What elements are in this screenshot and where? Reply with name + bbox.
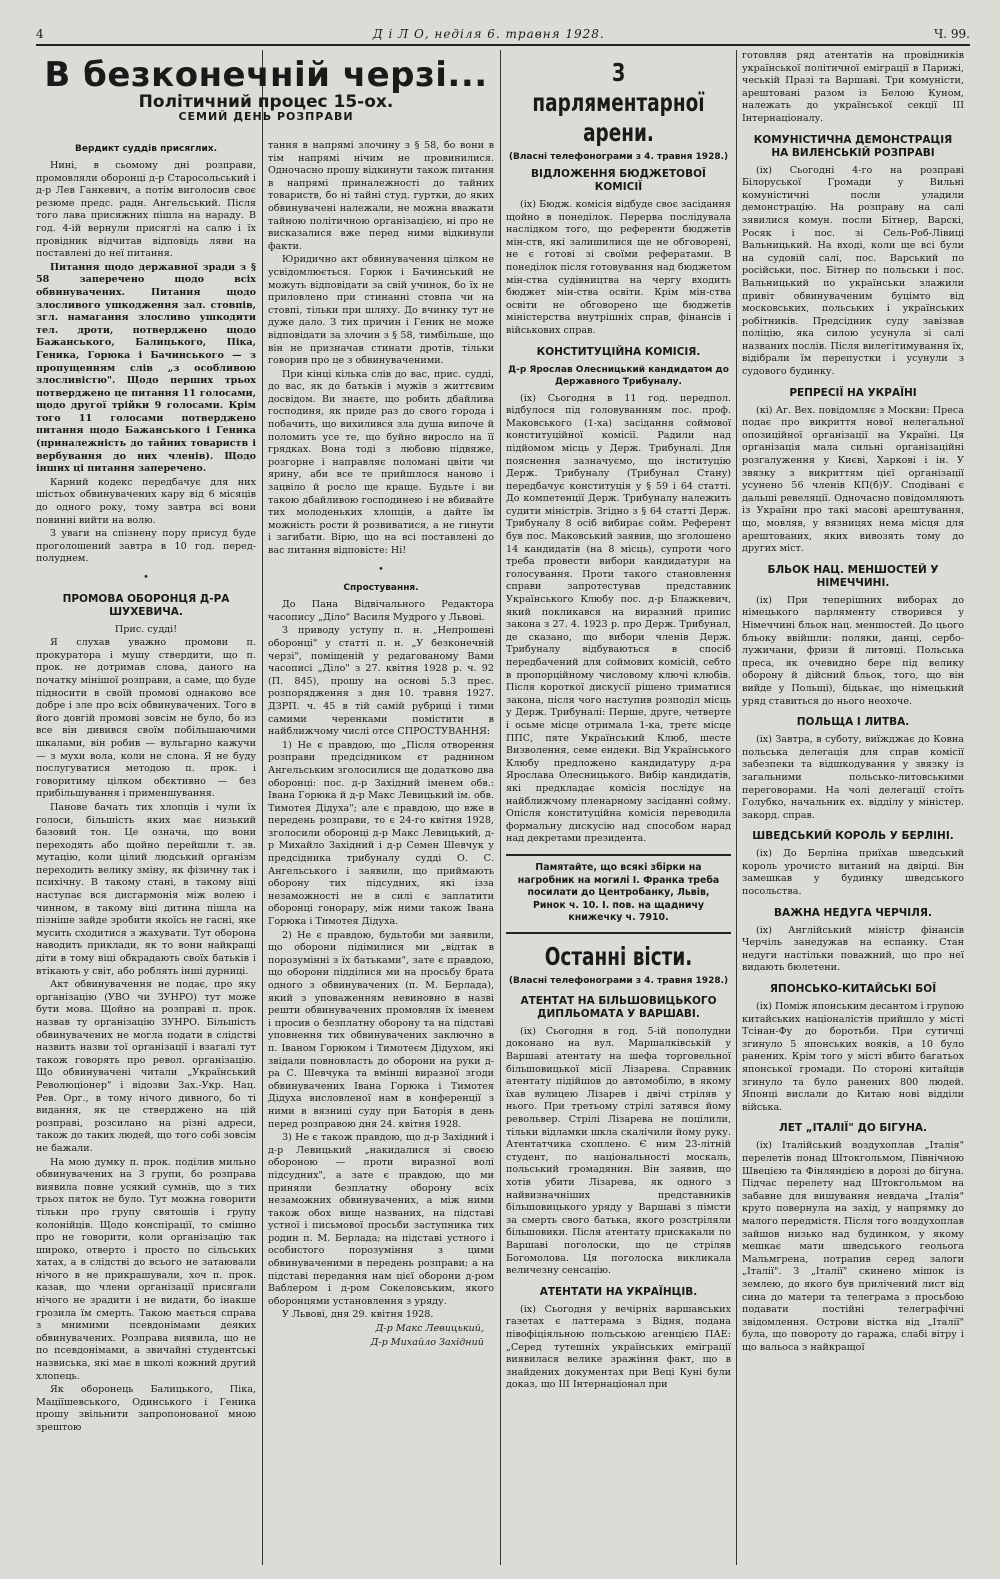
section-heading: ПОЛЬЩА І ЛИТВА. (796, 716, 910, 729)
section-heading: ВАЖНА НЕДУГА ЧЕРЧІЛЯ. (774, 906, 932, 919)
section-title: З парляментарної арени. (532, 58, 705, 147)
paragraph: (іх) При теперішних виборах до німецького парляменту створився у Німеччині бльок нац. меншостей. До цього бльоку ввійшли: поляки, данці, сербо-лужичани, фризи й литовці. Польська преса, як очевидно бере під велику оборону й дійсний бльок, того, що він вийде у Польщі), бідькає, що німецький уряд ставиться до нього неохоче. (742, 594, 964, 707)
signature: Д-р Михайло Західний (370, 1336, 484, 1348)
paragraph: З уваги на спізнену пору присуд буде проголошений завтра в 10 год. передполуднем. (36, 528, 256, 565)
separator: • (143, 572, 149, 583)
signature: Д-р Макс Левицький, (375, 1323, 484, 1335)
dateline: (Власні телефонограми з 4. травня 1928.) (508, 975, 729, 986)
dateline: (Власні телефонограми з 4. травня 1928.) (508, 152, 729, 162)
paragraph: Панове бачать тих хлопців і чули їх голоси, більшість яких має низький базовий тон. Це означа, що вони переходять або щойно перейшли т. зв. мутацію, коли цілий людський організм переходить велику зміну, як фізичну так і психічну. В такому стані, в такому віці наступає вся дисгармонія між волею і чинном, в такому віці дитина пішла на пізніше зайде зробити якоїсь не гасні, яке мусить сходитися з жахувати. Тут оборона наводить приклади, як то вони найкращі діти в тому віці обкрадають своїх батьків і втікають у світ, або роблять інші дурниці. (36, 801, 256, 977)
section-heading: ПРОМОВА ОБОРОНЦЯ Д-РА ШУХЕВИЧА. (62, 592, 230, 618)
paragraph: Юридично акт обвинувачення цілком не усвідомлюється. Горюк і Бачинський не можуть відповідати за свій учинок, бо їх не приловлено при стинанні стовпа чи на стовпі, тільки при шляху. До вчинку тут не дуже дало. З тих причин і Геник не може відповідати за злочин з § 58, тимбільше, що він не призначав стинати дротів, тільки говорив про це з обвинуваченими. (268, 254, 494, 367)
section-heading: Вердикт суддів присяглих. (75, 144, 217, 154)
column-4 (742, 50, 964, 1560)
paragraph: Акт обвинувачення не подає, про яку організацію (УВО чи ЗУНРО) тут може бути мова. Щойно на розправі п. прок. назвав ту організацію ЗУНРО. Більшість обвинувачених не могла подати в слідстві назвить назви тої організації і взагалі тут також говорять про револ. організацію. Що обвинувачені читали „Український Революціонер" і відозви Зах.-Укр. Нац. Рев. Орг., в тому нічого дивного, бо ті видання, як це стверджено на цій розправі, розсилано на різні адреси, також до таких людей, що того собі зовсім не бажали. (36, 979, 256, 1154)
masthead-date: Д і Л О, неділя 6. травня 1928. (372, 27, 605, 41)
paragraph: При кінці кілька слів до вас, прис. судді, до вас, як до батьків і мужів з життєвим досвідом. Ви знаєте, що робить дбайлива господиня, як приде раз до свого города і побачить, що вихилився зла душа випоче й поломить усе те, що буйно виросло на її грядках. Вона тоді з любовю підвяже, розгорне і направляє поломані цвіти чи ярину, аби все те прийшлося наново і зацвіло й росло ще краще. Будьте і ви такою дбайливою господинею і не вбивайте тих молоденьких хлопців, а дайте їм можність рости й розвиватися, а не гинути і загибати. Вірю, що на всі поставлені до вас питання відповісте: Ні! (268, 368, 494, 556)
section-heading: АТЕНТАТ НА БІЛЬШОВИЦЬКОГО ДИПЛЬОМАТА У ВАРШАВІ. (520, 994, 717, 1020)
separator: • (378, 563, 384, 575)
page-header (36, 24, 970, 46)
section-heading: БЛЬОК НАЦ. МЕНШОСТЕЙ У НІМЕЧЧИНІ. (767, 563, 939, 589)
paragraph: (іх) Італійський воздухоплав „Італія" перелетів понад Штокгольмом, Північною Швецією та Фінляндією в дорозі до бігуна. Підчас перелету над Штокгольмом на забавне для вишування невдача „Італія" круто повернула на захід, у напрямку до малого передмістя. Після того воздухоплав зайшов низько над будинком, у якому мешкає мати шведського геольога Мальмгрена, потрапив серед залоги „Італії". З „Італії" скинено мішок із землею, до якого був прилічений лист від сина до матери та телеграма з просьбою подавати постійні телеграфічні звідомлення. Острови вістка від „Італії" була, що повороту до гаража, слабі вітру і що вальоса з найкращої (742, 1140, 964, 1353)
page-number: 4 (36, 27, 44, 41)
paragraph: (іх) Сьогодня в 11 год. передпол. відбулося під головуванням пос. проф. Маковського (1-ха) засідання соймової конституційної комісії. Радили над підйомом місць у Держ. Трибуналі. Для пояснення зазначуємо, що інституцію Держ. Трибуналу (Трибунал Стану) передбачує конституція у § 59 і 64 статті. До компетенції Держ. Трибуналу належить судити міністрів. Згідно з § 64 статті Держ. Трибуналу 8 осіб вибирає сойм. Референт був пос. Маковський заявив, що зголошено 14 кандидатів (на 8 місць), супроти чого треба провести вибори кандидатури на голосування. Проти такого становлення справи запротестував представник Українського Клюбу пос. д-р Блажкевич, який покликався на виразний припис закона з 27. 4. 1923 р. про Держ. Трибунал, де сказано, що вибори членів Держ. Трибуналу відбуваються в спосіб передбачений для соймових комісій, себто в пропорційному числовому ключі клюбів. Після короткої дискусії рішено триматися закона, після чого наступив розподіл місць у Держ. Трибуналі: Перше, друге, четверте і осьме місце отримала 1-ка, третє місце ППС, пяте Український Клюб, шесте Визволення, семе ендеки. Від Українського Клюбу предложено кандидатуру д-ра Ярослава Олесницького. Вибір кандидатів, які предкладає комісія послідує на найближчому пленарному засіданні сойму. Опісля конституційна комісія переводила формальну дискусію над способом нарад над декретами президента. (506, 392, 731, 845)
section-heading: ШВЕДСЬКИЙ КОРОЛЬ У БЕРЛІНІ. (752, 830, 954, 843)
paragraph: Нині, в сьомому дні розправи, промовляли оборонці д-р Старосольський і д-р Лев Ганкевич, а потім виголосив своє резюме предс. радн. Ангельський. Після того лава присяжних пішла на нараду. В год. 4-ій вернули присяглі на салю і їх провідник відчитав відповідь ляви на поставлені до неї питання. (36, 160, 256, 260)
column-rule (262, 50, 263, 1565)
paragraph: (кі) Аг. Вех. повідомляє з Москви: Преса подає про викриття нової нелегальної опозиційної організації на Україні. Ця організація мала сильні організаційні розгалуження у Києві, Харкові і ін. У звязку з викриттям цієї організації усунено 56 членів КП(б)У. Сподівані є дальші ревеляції. Одночасно повідомляють із України про такі масові арештування, що, мовляв, у вязницях нема місця для арештованих, яких вивозять тому до других міст. (742, 404, 964, 555)
column-rule (500, 50, 501, 1565)
article-subtitle: Політичний процес 15-ох. (138, 92, 394, 112)
section-title: Останні вісти. (544, 941, 693, 971)
section-heading: Спростування. (343, 583, 419, 594)
paragraph: тання в напрямі злочину з § 58, бо вони в тім напрямі нічим не провинилися. Одночасно прошу відкинути також питання в напрямі приналежності до тайних товариств, бо ні тайні студ. гуртки, до яких обвинувачені належали, не можна вважати тайною політичною організацією, ні про не висказалися вже перед ними відкинули факти. (268, 140, 494, 252)
notice-text: Памятайте, що всякі збірки на нагробник на могилі І. Франка треба посилати до Центробанку, Львів, Ринок ч. 10. І. пов. на щадничу книжечку ч. 7910. (517, 861, 720, 924)
notice-box (506, 854, 731, 934)
paragraph: Як оборонець Балицького, Піка, Маціїшевського, Одинського і Геника прошу звільнити запропонованої мною зрештою (36, 1384, 256, 1433)
paragraph: Я слухав уважно промови п. прокуратора і мушу ствердити, що п. прок. не дотримав слова, даного на початку мінішої розправи, а саме, що буде підносити в своїй промові однаково все добре і зле про всіх обвинувачених. Того в його довгій промові зовсім не було, бо из все він дивився своїм побільшаючими шкалами, він робив — вульгарно кажучи — з мухи вола, коли не слона. Я не буду послугуватися методою п. прок. і говоритиму цілком обєктивно — без прибільшування і применшування. (36, 637, 256, 800)
section-heading: КОМУНІСТИЧНА ДЕМОНСТРАЦІЯ НА ВИЛЕНСЬКІЙ РОЗПРАВІ (753, 133, 953, 159)
column-rule (736, 50, 737, 1565)
section-heading: РЕПРЕСІЇ НА УКРАЇНІ (789, 386, 917, 399)
paragraph: (іх) Поміж японським десантом і групою китайських націоналістів прийшло у місті Тсінан-Фу до боротьби. При сутичці згинуло 5 японських вояків, а 10 було ранених. Крім того у місті вбито багатьох японської громади. По стороні китайців згинуло та було ранених 800 людей. Японці вислали до Китаю нові відділи війська. (742, 1001, 964, 1113)
issue-number: Ч. 99. (934, 27, 970, 41)
paragraph: У Львові, дня 29. квітня 1928. (282, 1309, 434, 1321)
section-heading: АТЕНТАТИ НА УКРАЇНЦІВ. (539, 1285, 698, 1298)
article-day: СЕМИЙ ДЕНЬ РОЗПРАВИ (178, 109, 354, 123)
section-heading: ЯПОНСЬКО-КИТАЙСЬКІ БОЇ (769, 983, 937, 996)
paragraph: (іх) Бюдж. комісія відбуде своє засідання щойно в понеділок. Перерва послідувала наслідком того, що референти бюджетів мін-ств, які залишилися ще не обговорені, не є готові зі своїми рефератами. В понеділок після готовування над бюджетом мін-ства судівництва на чергу входить бюджет мін-ства освіти. Крім мін-ства освіти не обговорено ще бюджетів міністерства внутрішніх справ, фінансів і військових справ. (506, 199, 731, 336)
paragraph: (іх) Сьогодня у вечірніх варшавських газетах є латтерама з Відня, подана півофіціяльною польською агенцією ПАЕ: „Серед тутешніх українських еміграції виявилася велике зражіння факт, що в знайдених документах при Веці Куні були доказ, що ІІІ Інтернаціонал при (506, 1303, 731, 1391)
paragraph: Прис. судді! (114, 623, 178, 635)
section-heading: ЛЕТ „ІТАЛІЇ" ДО БІГУНА. (779, 1122, 927, 1135)
paragraph: (іх) Англійський міністр фінансів Черчіль занедужав на еспанку. Стан недуги настільки поважний, що про неї видають бюлетени. (742, 924, 964, 974)
paragraph: 3) Не є також правдою, що д-р Західний і д-р Левицький „накидалися зі своєю обороною — проти виразної волі підсудних", а зате є правдою, що ми приняли безплатну оборону всіх незаможних обвинувачених, а між ними також обох вище названих, на підставі устної і письмової просьби заступника тих родин п. М. Берлада; на підставі устного і особистого порозуміння з цими обвинуваченими в передень розправи; а на підставі передання нам цієї оборони д-ром Ваблером і д-ром Сокеловським, якого оборонцями установлення з уряду. (268, 1132, 494, 1307)
column-3 (506, 50, 731, 1560)
paragraph: 1) Не є правдою, що „Після отворення розправи предсідником єт раднином Ангельським зголосилися ще додатково два оборонці: пос. д-р Західний іменем обв.: Івана Горюка й д-р Макс Левицький ім. обв. Тимотея Дідуха"; але є правдою, що вже в передень розправи, то є 24-го квітня 1928, зголосили оборонці д-р Макс Левицький, д-р Михайло Західний і д-р Семен Шевчук у предсідника трибуналу судді О. С. Ангельського і заявили, що приймають оборону тих підсудних, які ізза незаможності не в силі є заплатити оборонці гонорару, між ними також Івана Горюка і Тимотея Дідуха. (268, 739, 494, 928)
article-title: В безконечній черзі... (44, 55, 488, 95)
section-heading: КОНСТИТУЦІЙНА КОМІСІЯ. (536, 345, 701, 358)
column-1 (36, 140, 256, 1560)
paragraph: (іх) До Берліна приїхав шведський король урочисто витаний на двірці. Він замешкав у будинку шведського посольства. (742, 848, 964, 898)
paragraph: готовляв ряд атентатів на провідників української політичної еміграції в Парижі, чеській Празі та Варшаві. Три комуністи, арештовані разом із Белою Куном, належать до української секції ІІІ Інтернаціоналу. (742, 50, 964, 124)
main-title-block (36, 50, 496, 145)
paragraph: Питання щодо державної зради з § 58 заперечено щодо всіх обвинувачених. Питання щодо злосливого ушкодження зал. стовпів, згл. намагання злосливо ушкодити тел. дроти, потверджено щодо Бажанського, Балицького, Піка, Геника, Горюка і Бачинського — з пропущенням слів „з особливою злосливістю". Щодо перших трьох потверджено це питання 11 голосами, щодо другої трійки 9 голосами. Крім того 11 голосами потверджено питання щодо Бажанського і Геника (приналежність до тайних товариств і вербування до них членів). Щодо інших ці питання заперечено. (36, 261, 256, 475)
paragraph: (іх) Сьогодні 4-го на розправі Білоруської Громади у Вильні комуністичні посли уладили демонстрацію. На розправу на салі зявилися комун. посли Бітнер, Варскі, Росяк і пос. зі Сель-Роб-Лівиці Вальницький. На вході, коли ще всі були на судовій салі, пос. Варський по російськи, пос. Бітнер по польськи і пос. Вальницький по українськи злажили привіт обвинуваченим буцімто від московських, польських і українських робітників. Предсідник суду завізвав поліцію, яка силою усунула зі салі названих послів. Після вилегітимування їх, відібрали їм перепустки і усунули з судового будинку. (742, 164, 964, 378)
paragraph: З приводу уступу п. н. „Непрошені оборонці" у статті п. н. „У безконечній черзі", поміщеній у редагованому Вами часописі „Діло" з 27. квітня 1928 р. ч. 92 (П. 845), прошу на основі 5.3 прес. розпорядження з дня 10. травня 1927. ДЗРП. ч. 45 в тій самій рубриці і тими самими черенками помістити в найближчому числі отсе СПРОСТУВАННЯ: (268, 625, 494, 738)
paragraph: 2) Не є правдою, будьтоби ми заявили, що оборони підімилися ми „відтак в порозумінні з їх батьками", зате є правдою, що оборони підділися ми на просьбу брата одного з обвинувачених (п. М. Берлада), який з уповаженням невиновно в назві решти обвинувачених промовляв їх іменем і просив о безплатну оборону та на підставі уповнення тих обвинувачених заключно в п. Іваном Горюком і Тимотеєм Дідухом, які звідали повновласть до оборони на руки д-ра С. Шевчука та вмінші виразної згоди обвинувачених Івана Горюка і Тимотея Дідуха висловленої нам в конференції з ними в вязниці суду при Баторія в день перед розправою дня 24. квітня 1928. (268, 929, 494, 1130)
column-2 (268, 140, 494, 1560)
paragraph: На мою думку п. прок. поділив мильно обвинувачених на 3 групи, бо розправа виявила повне усякий сумнів, що з тих трьох пяток не було. Тут можна говорити тільки про групу святошів і групу колонійців. Щодо конспірації, то смішно про не говорити, коли організацію так широко, отверто і просто по сільських хатах, а в слідстві до всього не затаювали нічого в не прикрашували, хоч п. прок. казав, що члени організації присягали нічого не зрадити і не видати, бо інакше грозила їм смерть. Такою мається справа з мнимими псевдонімами деяких обвинувачених. Розправа виявила, що не по псевдонімами, а звичайні студентські назвиська, які має в школі кожний другий хлопець. (36, 1156, 256, 1382)
paragraph: Карний кодекс передбачує для них шістьох обвинувачених кару від 6 місяців до одного року, тому завтра всі вони повинні вийти на волю. (36, 476, 256, 526)
subheading: Д-р Ярослав Олесницький кандидатом до Державного Трибуналу. (508, 364, 729, 387)
paragraph: (іх) Сьогодня в год. 5-ій пополудни доконано на вул. Маршалківській у Варшаві атентату на шефа торговельної більшовицької місії Лізарева. Справник атентату підійшов до автомобілю, в якому їхав вулицею Лізарев і двічі стріляв у нього. При третьому стрілі затявся йому револьвер. Стрілі Лізарева не поцілили, тільки відламки шкла скалічили йому руку. Атентатчика схоплено. Є ним 23-літній студент, по національності москаль, польський громадянин. Він заявив, що хотів убити Лізарева, як одного з найвизначніших представників більшовицького уряду у Варшаві з пімсти за смерть свого батька, якого розстріляли більшовики. Після атентату прискакали по Варшаві поголоски, що це стріляв Богомолова. Ця поголоска викликала величезну сенсацію. (506, 1025, 731, 1277)
paragraph: До Пана Відвічального Редактора часопису „Діло" Василя Мудрого у Львові. (268, 599, 494, 623)
paragraph: (іх) Завтра, в суботу, виїжджає до Ковна польська делегація для справ комісії забезпеки та відшкодування у звязку із загальними польсько-литовськими переговорами. На чолі делегації стоїть Голубко, начальник ех. відділу у міністер. закорд. справ. (742, 734, 964, 821)
section-heading: ВІДЛОЖЕННЯ БЮДЖЕТОВОЇ КОМІСІЇ (531, 168, 706, 193)
